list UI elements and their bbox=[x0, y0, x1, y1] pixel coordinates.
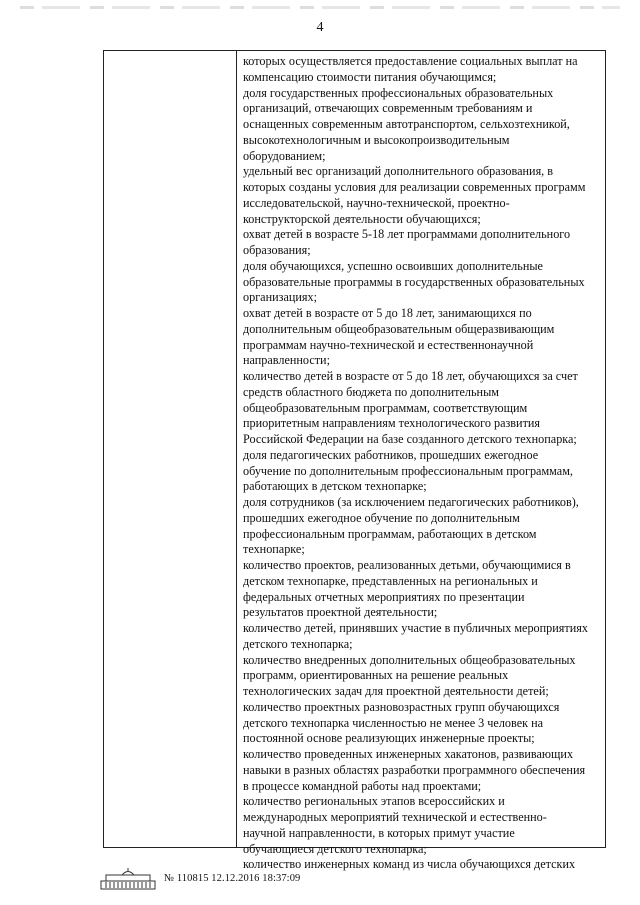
text-line: количество инженерных команд из числа обучающихся детских bbox=[243, 857, 576, 872]
parliament-building-icon bbox=[100, 868, 156, 890]
text-line: которых созданы условия для реализации современных программ bbox=[243, 180, 586, 194]
text-line: количество проектных разновозрастных групп обучающихся bbox=[243, 699, 560, 714]
text-line: детского технопарка численностью не менее 3 человек на bbox=[243, 715, 544, 730]
text-line: доля обучающихся, успешно освоивших дополнительные bbox=[243, 258, 543, 273]
text-line: программам научно-технической и естественнонаучной bbox=[243, 337, 534, 352]
text-line: исследовательской, научно-технической, проектно- bbox=[243, 195, 510, 210]
text-line: средств областного бюджета по дополнительным bbox=[243, 384, 499, 399]
text-line: доля государственных профессиональных образовательных bbox=[243, 85, 554, 100]
text-line: результатов проектной деятельности; bbox=[243, 605, 438, 620]
text-line: обучение по дополнительным профессиональным программам, bbox=[243, 463, 573, 478]
text-line: оснащенных современным автотранспортом, сельхозтехникой, bbox=[243, 117, 570, 131]
text-line: образования; bbox=[243, 243, 311, 257]
text-line: постоянной основе реализующих инженерные проекты; bbox=[243, 731, 535, 746]
scan-artifact bbox=[20, 6, 620, 9]
text-line: доля педагогических работников, прошедших ежегодное bbox=[243, 447, 539, 462]
text-line: навыки в разных областях разработки программного обеспечения bbox=[243, 762, 586, 777]
text-line: направленности; bbox=[243, 353, 330, 368]
page-number: 4 bbox=[316, 20, 324, 35]
text-line: количество проведенных инженерных хакатонов, развивающих bbox=[243, 747, 574, 761]
text-line: конструкторской деятельности обучающихся; bbox=[243, 211, 481, 226]
text-line: детского технопарка; bbox=[243, 636, 353, 651]
text-line: удельный вес организаций дополнительного образования, в bbox=[243, 164, 554, 179]
text-line: дополнительным общеобразовательным общеразвивающим bbox=[243, 321, 555, 336]
text-line: высокотехнологичным и высокопроизводительным bbox=[243, 132, 510, 147]
text-line: научной направленности, в которых примут участие bbox=[243, 825, 515, 840]
text-line: международных мероприятий технической и естественно- bbox=[243, 810, 547, 824]
text-line: федеральных отчетных мероприятиях по презентации bbox=[243, 589, 525, 604]
text-line: доля сотрудников (за исключением педагогических работников), bbox=[243, 495, 579, 509]
text-line: технологических задач для проектной деятельности детей; bbox=[243, 684, 549, 698]
text-line: Российской Федерации на базе созданного детского технопарка; bbox=[243, 432, 577, 446]
text-line: организаций, отвечающих современным требованиям и bbox=[243, 101, 533, 116]
text-line: программ, ориентированных на решение реальных bbox=[243, 668, 509, 683]
text-line: профессиональным программам, работающих в детском bbox=[243, 526, 537, 541]
text-line: охват детей в возрасте от 5 до 18 лет, занимающихся по bbox=[243, 306, 532, 320]
text-line: детском технопарке, представленных на региональных и bbox=[243, 573, 538, 588]
text-line: образовательные программы в государственных образовательных bbox=[243, 274, 585, 289]
text-line: оборудованием; bbox=[243, 148, 326, 163]
text-line: количество детей, принявших участие в публичных мероприятиях bbox=[243, 621, 588, 635]
text-line: прошедших ежегодное обучение по дополнительным bbox=[243, 510, 520, 525]
text-line: общеобразовательным программам, соответствующим bbox=[243, 400, 528, 415]
text-line: количество региональных этапов всероссийских и bbox=[243, 794, 505, 809]
table-right-column bbox=[237, 51, 605, 872]
document-table bbox=[103, 50, 606, 872]
document-registration-number: № 110815 12.12.2016 18:37:09 bbox=[164, 873, 301, 884]
text-line: работающих в детском технопарке; bbox=[243, 479, 427, 494]
text-line: обучающиеся детского технопарка; bbox=[243, 841, 427, 856]
text-line: охват детей в возрасте 5-18 лет программами дополнительного bbox=[243, 227, 571, 242]
text-line: организациях; bbox=[243, 290, 317, 305]
text-line: количество внедренных дополнительных общеобразовательных bbox=[243, 652, 576, 667]
text-line: приоритетным направлениям технологического развития bbox=[243, 416, 541, 431]
text-line: компенсацию стоимости питания обучающимся; bbox=[243, 69, 497, 84]
text-line: технопарке; bbox=[243, 542, 305, 557]
text-line: количество детей в возрасте от 5 до 18 лет, обучающихся за счет bbox=[243, 369, 578, 383]
text-line: которых осуществляется предоставление социальных выплат на bbox=[243, 54, 578, 68]
text-line: количество проектов, реализованных детьми, обучающимися в bbox=[243, 558, 571, 572]
footer bbox=[100, 868, 500, 892]
text-line: в процессе командной работы над проектами; bbox=[243, 778, 482, 793]
table-left-column bbox=[104, 51, 237, 847]
